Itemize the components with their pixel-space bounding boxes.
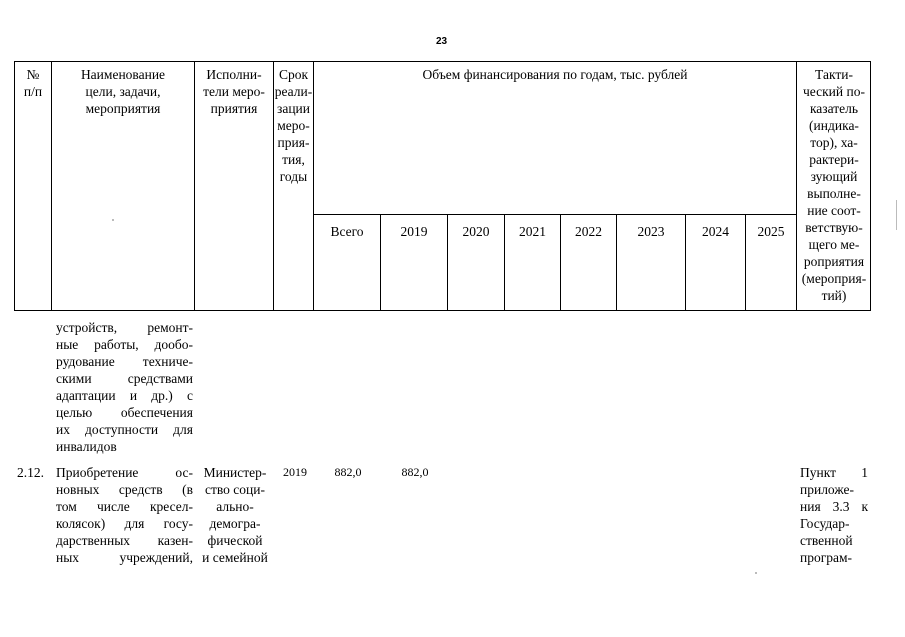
row-total: 882,0 (334, 465, 362, 479)
header-term: Срок реали- зации меро- прия- тия, годы (274, 67, 313, 184)
header-indicator: Такти- ческий по- казатель (индика- тор), ха- рактери- зующий выполне- ние соот- ветствую- щего ме- роприятия (мероприя- тий) (801, 67, 867, 303)
scan-speck (755, 572, 757, 574)
scan-speck (896, 200, 897, 230)
header-year-2019: 2019 (400, 224, 428, 239)
scan-speck (112, 219, 114, 221)
continuation-text: устройств, ремонт- ные работы, дообо- рудование техниче- скими средствами адаптации и др.) с целью обеспечения их доступности для инвалидов (56, 320, 193, 454)
row-divider (313, 214, 796, 215)
row-name: Приобретение ос- новных средств (в том числе кресел- колясок) для госу- дарственных казен- ных учреждений, (56, 465, 193, 565)
row-indicator: Пункт 1 приложе- ния 3.3 к Государ- ственной програм- (800, 465, 868, 565)
header-funding: Объем финансирования по годам, тыс. рублей (422, 67, 688, 82)
header-executors: Исполни- тели меро- приятия (203, 67, 265, 116)
header-year-2021: 2021 (519, 224, 546, 239)
page-number: 23 (436, 36, 448, 47)
row-term: 2019 (283, 465, 307, 479)
col-divider (313, 61, 314, 311)
header-year-2022: 2022 (575, 224, 602, 239)
row-2019: 882,0 (401, 465, 429, 479)
row-executors: Министер- ство соци- ально- демогра- фической и семейной (202, 465, 268, 565)
header-year-2024: 2024 (702, 224, 729, 239)
header-year-2025: 2025 (757, 224, 785, 239)
row-number: 2.12. (17, 465, 44, 480)
header-year-2023: 2023 (637, 224, 665, 239)
header-name: Наименование цели, задачи, мероприятия (80, 67, 166, 116)
header-year-2020: 2020 (462, 224, 490, 239)
header-num: № п/п (23, 67, 43, 99)
header-year-total: Всего (330, 224, 364, 239)
